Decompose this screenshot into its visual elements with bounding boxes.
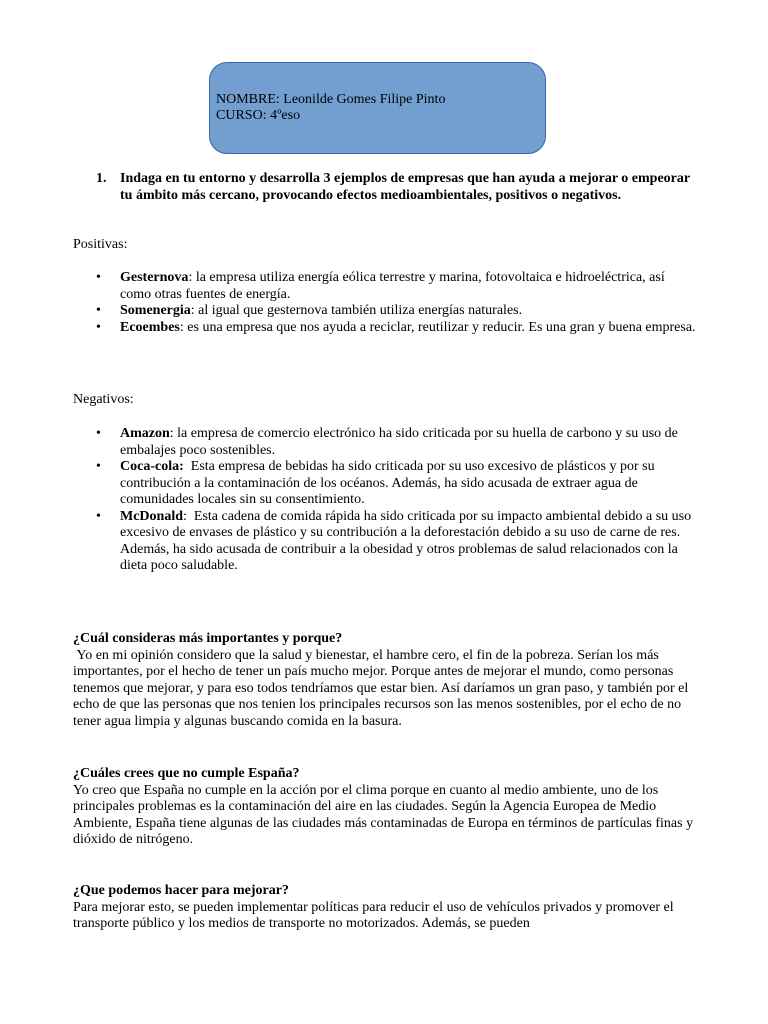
company-name: Amazon (120, 426, 170, 441)
spain-answer: Yo creo que España no cumple en la acción por el clima porque en cuanto al medio ambiente, uno de los principales problemas es la contaminación del aire en las ciudades. Según la Agencia Europea de Medio Ambiente, España tiene algunas de las ciudades más contaminadas de Europa en términos de partículas finas y dióxido de nitrógeno. (73, 782, 694, 847)
company-description: Esta empresa de bebidas ha sido criticada por su uso excesivo de plásticos y por su contribución a la contaminación de los océanos. Además, ha sido acusada de extraer agua de comunidades locales sin su consentimiento. (120, 459, 659, 507)
bullet-icon: • (96, 319, 101, 335)
bullet-icon: • (96, 459, 101, 474)
positives-heading: Positivas: (73, 237, 128, 252)
list-item (96, 459, 696, 509)
spain-question: ¿Cuáles crees que no cumple España? (73, 766, 300, 781)
company-name: Ecoembes (120, 319, 180, 335)
bullet-icon: • (96, 303, 101, 318)
positives-list (96, 270, 696, 336)
company-description: : la empresa de comercio electrónico ha sido criticada por su huella de carbono y su uso de embalajes poco sostenibles. (120, 426, 678, 458)
company-name: Coca-cola: (120, 459, 184, 474)
improve-answer: Para mejorar esto, se pueden implementar políticas para reducir el uso de vehículos privados y promover el transporte público y los medios de transporte no motorizados. Además, se pueden (73, 899, 674, 931)
importance-question: ¿Cuál consideras más importantes y porque? (73, 631, 343, 646)
importance-section (73, 631, 695, 730)
improve-question: ¿Que podemos hacer para mejorar? (73, 883, 289, 898)
list-item (96, 509, 696, 575)
question-1-number: 1. (96, 171, 107, 186)
student-info-box (209, 62, 546, 154)
company-description: : es una empresa que nos ayuda a reciclar, reutilizar y reducir. Es una gran y buena empresa. (179, 319, 696, 335)
student-name: NOMBRE: Leonilde Gomes Filipe Pinto (216, 92, 446, 107)
company-description: : al igual que gesternova también utiliza energías naturales. (190, 303, 523, 318)
company-description: : Esta cadena de comida rápida ha sido criticada por su impacto ambiental debido a su uso excesivo de envases de plástico y su contribución a la deforestación debido a su uso de carne de res. Además, ha sido acusada de contribuir a la obesidad y otros problemas de salud relacionados con la dieta poco saludable. (120, 508, 695, 573)
spain-section (73, 766, 695, 849)
negatives-list (96, 426, 696, 575)
improve-section (73, 883, 695, 933)
question-1-text: Indaga en tu entorno y desarrolla 3 ejemplos de empresas que han ayuda a mejorar o empeorar tu ámbito más cercano, provocando efectos medioambientales, positivos o negativos. (120, 171, 690, 203)
company-name: McDonald (120, 508, 183, 524)
list-item (96, 303, 696, 320)
bullet-icon: • (96, 426, 101, 441)
company-name: Gesternova (120, 270, 189, 285)
importance-answer: Yo en mi opinión considero que la salud y bienestar, el hambre cero, el fin de la pobreza. Serían los más importantes, por el hecho de tener un país mucho mejor. Porque antes de mejorar el mundo, como personas tenemos que mejorar, y para eso todos tendríamos que estar bien. Así daríamos un gran paso, y también por el echo de que las personas que nos tenien los principales recursos son las menos sostenibles, por el echo de no tener agua limpia y algunas buscando comida en la basura. (73, 647, 692, 729)
bullet-icon: • (96, 508, 101, 524)
list-item (96, 426, 696, 459)
list-item (96, 320, 696, 337)
negatives-heading: Negativos: (73, 392, 134, 407)
list-item (96, 270, 696, 303)
company-description: : la empresa utiliza energía eólica terrestre y marina, fotovoltaica e hidroeléctrica, así como otras fuentes de energía. (120, 270, 665, 302)
company-name: Somenergia (120, 303, 191, 318)
student-course: CURSO: 4ºeso (216, 108, 301, 123)
bullet-icon: • (96, 270, 101, 285)
